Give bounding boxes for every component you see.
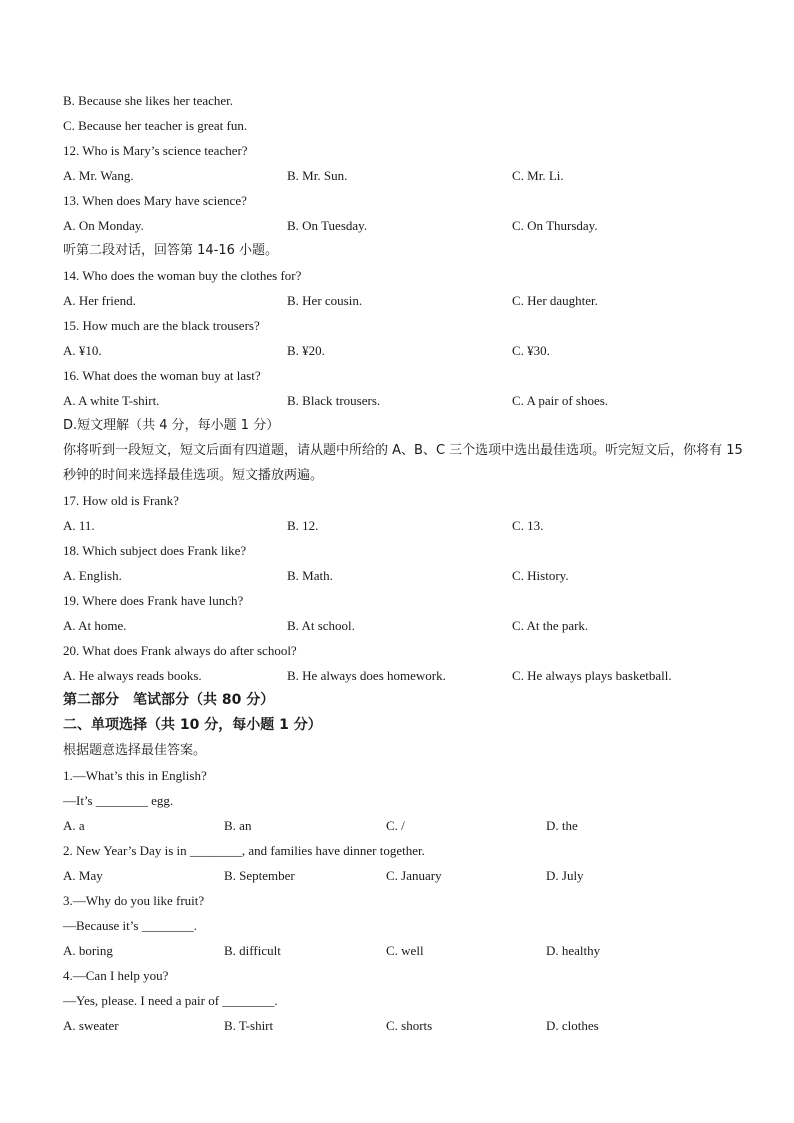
option-b: B. Mr. Sun. xyxy=(287,168,348,183)
option-a: A. Her friend. xyxy=(63,293,136,308)
written-q1-options xyxy=(63,813,753,838)
question-19-stem: 19. Where does Frank have lunch? xyxy=(63,593,244,608)
written-q2-stem: 2. New Year’s Day is in ________, and families have dinner together. xyxy=(63,843,425,858)
option-b: B. Math. xyxy=(287,568,333,583)
option-b: B. T-shirt xyxy=(224,1018,274,1033)
written-q4-options xyxy=(63,1013,753,1038)
part-two-title: 第二部分 笔试部分（共 80 分） xyxy=(63,692,275,708)
option-a: A. On Monday. xyxy=(63,218,144,233)
question-20-options xyxy=(63,663,753,688)
option-a: A. sweater xyxy=(63,1018,119,1033)
written-q3-stem: 3.—Why do you like fruit? xyxy=(63,893,205,908)
exam-page xyxy=(63,88,753,1038)
question-14-stem: 14. Who does the woman buy the clothes for? xyxy=(63,268,302,283)
option-b: B. 12. xyxy=(287,518,319,533)
option-b: B. September xyxy=(224,868,295,883)
question-20-stem: 20. What does Frank always do after school? xyxy=(63,643,297,658)
question-15-stem: 15. How much are the black trousers? xyxy=(63,318,260,333)
option-b: B. He always does homework. xyxy=(287,668,446,683)
option-d: D. healthy xyxy=(546,943,601,958)
option-b: B. Black trousers. xyxy=(287,393,381,408)
question-17-stem: 17. How old is Frank? xyxy=(63,493,179,508)
option-b: B. On Tuesday. xyxy=(287,218,368,233)
option-line: B. Because she likes her teacher. xyxy=(63,93,234,108)
option-a: A. May xyxy=(63,868,103,883)
section-d-title: D.短文理解（共 4 分，每小题 1 分） xyxy=(63,418,280,433)
option-a: A. Mr. Wang. xyxy=(63,168,134,183)
option-c: C. Mr. Li. xyxy=(512,168,564,183)
question-15-options xyxy=(63,338,753,363)
option-c: C. January xyxy=(386,868,442,883)
question-12-stem: 12. Who is Mary’s science teacher? xyxy=(63,143,248,158)
option-b: B. ¥20. xyxy=(287,343,325,358)
option-c: C. / xyxy=(386,818,405,833)
option-c: C. 13. xyxy=(512,518,544,533)
question-13-stem: 13. When does Mary have science? xyxy=(63,193,247,208)
option-c: C. well xyxy=(386,943,424,958)
question-16-options xyxy=(63,388,753,413)
question-14-options xyxy=(63,288,753,313)
option-a: A. He always reads books. xyxy=(63,668,202,683)
section-note: 听第二段对话，回答第 14-16 小题。 xyxy=(63,243,279,258)
option-b: B. difficult xyxy=(224,943,281,958)
option-c: C. He always plays basketball. xyxy=(512,668,672,683)
option-a: A. 11. xyxy=(63,518,95,533)
option-a: A. A white T-shirt. xyxy=(63,393,160,408)
option-c: C. History. xyxy=(512,568,569,583)
section-two-title: 二、单项选择（共 10 分，每小题 1 分） xyxy=(63,717,322,733)
option-c: C. On Thursday. xyxy=(512,218,598,233)
option-b: B. Her cousin. xyxy=(287,293,363,308)
written-q1-stem2: —It’s ________ egg. xyxy=(63,793,174,808)
option-line: C. Because her teacher is great fun. xyxy=(63,118,248,133)
written-q3-options xyxy=(63,938,753,963)
option-c: C. A pair of shoes. xyxy=(512,393,609,408)
question-18-stem: 18. Which subject does Frank like? xyxy=(63,543,247,558)
option-c: C. ¥30. xyxy=(512,343,550,358)
question-12-options xyxy=(63,163,753,188)
written-q2-options xyxy=(63,863,753,888)
section-two-instructions: 根据题意选择最佳答案。 xyxy=(63,743,207,758)
option-c: C. At the park. xyxy=(512,618,589,633)
written-q4-stem: 4.—Can I help you? xyxy=(63,968,169,983)
option-d: D. July xyxy=(546,868,584,883)
question-13-options xyxy=(63,213,753,238)
written-q4-stem2: —Yes, please. I need a pair of ________. xyxy=(63,993,278,1008)
question-19-options xyxy=(63,613,753,638)
option-a: A. At home. xyxy=(63,618,127,633)
written-q1-stem: 1.—What’s this in English? xyxy=(63,768,207,783)
option-a: A. a xyxy=(63,818,85,833)
question-17-options xyxy=(63,513,753,538)
option-a: A. English. xyxy=(63,568,122,583)
option-a: A. boring xyxy=(63,943,113,958)
option-d: D. the xyxy=(546,818,578,833)
option-b: B. an xyxy=(224,818,252,833)
written-q3-stem2: —Because it’s ________. xyxy=(63,918,197,933)
option-c: C. Her daughter. xyxy=(512,293,598,308)
option-d: D. clothes xyxy=(546,1018,599,1033)
option-b: B. At school. xyxy=(287,618,355,633)
option-c: C. shorts xyxy=(386,1018,433,1033)
option-a: A. ¥10. xyxy=(63,343,102,358)
section-d-instructions: 你将听到一段短文，短文后面有四道题，请从题中所给的 A、B、C 三个选项中选出最佳选项。听完短文后，你将有 15 秒钟的时间来选择最佳选项。短文播放两遍。 xyxy=(63,443,743,483)
question-18-options xyxy=(63,563,753,588)
question-16-stem: 16. What does the woman buy at last? xyxy=(63,368,261,383)
